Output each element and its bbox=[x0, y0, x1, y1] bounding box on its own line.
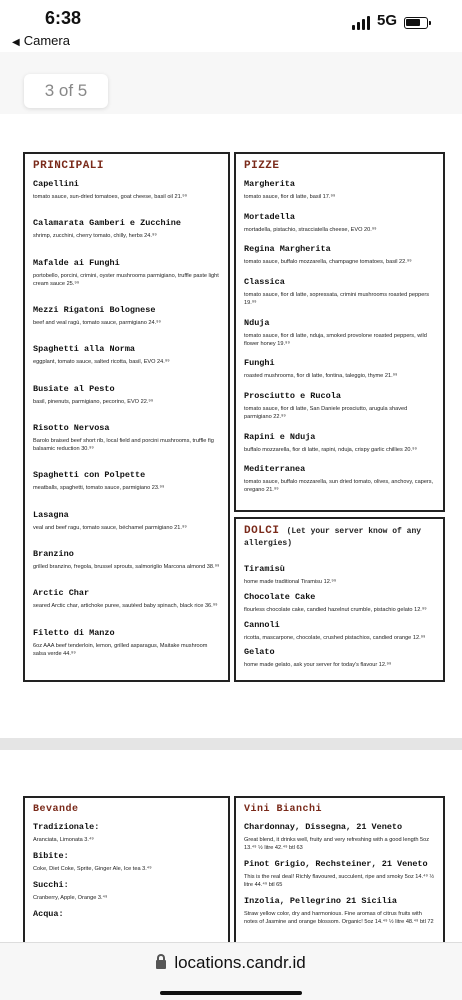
menu-item-name: Busiate al Pesto bbox=[33, 383, 115, 394]
menu-item bbox=[244, 463, 435, 494]
page-gap bbox=[0, 750, 462, 795]
menu-item-name: Bibite: bbox=[33, 851, 69, 861]
menu-item-name: Mezzi Rigatoni Bolognese bbox=[33, 304, 156, 315]
browser-address-bar[interactable] bbox=[0, 942, 462, 1000]
menu-item-name: Chardonnay, Dissegna, 21 Veneto bbox=[244, 822, 403, 832]
section-title: Vini Bianchi bbox=[244, 804, 323, 815]
menu-item-name: Nduja bbox=[244, 317, 270, 328]
menu-item bbox=[33, 587, 220, 610]
menu-item bbox=[33, 850, 220, 873]
home-indicator[interactable] bbox=[160, 991, 302, 995]
menu-item bbox=[33, 908, 220, 920]
menu-item-name: Spaghetti con Polpette bbox=[33, 470, 146, 481]
menu-item-name: Regina Margherita bbox=[244, 244, 331, 255]
menu-item-description: Great blend, it drinks well, fruity and very refreshing with a good length 5oz 13.⁴⁹ ½ litre 42.⁴⁹ btl 63 bbox=[244, 837, 430, 851]
menu-item-description: Coke, Diet Coke, Sprite, Ginger Ale, Ice tea 3.⁴⁹ bbox=[33, 866, 152, 872]
menu-item-description: mortadella, pistachio, stracciatella cheese, EVO 20.⁹⁹ bbox=[244, 226, 377, 233]
dolci-section bbox=[234, 517, 445, 682]
battery-icon bbox=[404, 17, 428, 29]
network-type: 5G bbox=[377, 12, 398, 29]
menu-item bbox=[33, 178, 220, 201]
section-title: Bevande bbox=[33, 804, 79, 815]
back-label: Camera bbox=[23, 33, 70, 48]
menu-item-description: tomato sauce, buffalo mozzarella, champagne tomatoes, basil 22.⁹⁹ bbox=[244, 259, 412, 266]
menu-item-description: tomato sauce, buffalo mozzarella, sun dried tomato, olives, anchovy, capers, oregano 21.⁹⁹ bbox=[244, 479, 434, 494]
menu-item bbox=[244, 646, 435, 669]
menu-item-description: tomato sauce, fior di latte, San Daniele prosciutto, arugula shaved parmigiano 22.⁹⁹ bbox=[244, 405, 408, 420]
menu-item-name: Chocolate Cake bbox=[244, 591, 316, 602]
menu-item bbox=[33, 304, 220, 327]
clock: 6:38 bbox=[45, 8, 82, 28]
menu-item-name: Rapini e Nduja bbox=[244, 431, 316, 442]
menu-item bbox=[244, 895, 435, 926]
menu-item bbox=[244, 619, 435, 642]
page-counter: 3 of 5 bbox=[24, 74, 108, 108]
page-divider bbox=[0, 738, 462, 750]
menu-item bbox=[244, 178, 435, 201]
menu-item bbox=[33, 343, 220, 366]
menu-item-description: portobello, porcini, crimini, oyster mushrooms parmigiano, truffle paste light cream sauce 25.⁹⁹ bbox=[33, 272, 219, 287]
menu-item-name: Margherita bbox=[244, 179, 296, 189]
menu-item-description: 6oz AAA beef tenderloin, lemon, grilled asparagus, Maitake mushroom salsa verde 44.⁹⁹ bbox=[33, 642, 208, 657]
section-title: PIZZE bbox=[244, 160, 280, 172]
menu-item-description: meatballs, spaghetti, tomato sauce, parmigiano 23.⁹⁹ bbox=[33, 485, 165, 492]
section-title bbox=[244, 525, 435, 549]
menu-item-name: Mafalde ai Funghi bbox=[33, 257, 120, 268]
menu-item-description: home made gelato, ask your server for today's flavour 12.⁹⁹ bbox=[244, 662, 392, 669]
menu-item-name: Lasagna bbox=[33, 509, 69, 520]
back-to-camera-link[interactable] bbox=[12, 33, 70, 48]
menu-item-description: buffalo mozzarella, fior di latte, rapini, nduja, crispy garlic chillies 20.⁹⁹ bbox=[244, 446, 417, 453]
menu-item bbox=[244, 276, 435, 307]
menu-item bbox=[244, 858, 435, 889]
menu-item-name: Acqua: bbox=[33, 909, 64, 919]
menu-item-name: Inzolia, Pellegrino 21 Sicilia bbox=[244, 896, 398, 906]
menu-item-name: Classica bbox=[244, 276, 285, 287]
status-bar bbox=[0, 0, 462, 52]
lock-icon bbox=[156, 960, 166, 969]
menu-item-name: Spaghetti alla Norma bbox=[33, 344, 136, 355]
dolci-title: DOLCI bbox=[244, 525, 280, 537]
menu-item-description: shrimp, zucchini, cherry tomato, chilly, herbs 24.⁹⁹ bbox=[33, 233, 157, 240]
menu-item-name: Mediterranea bbox=[244, 464, 306, 475]
menu-item-name: Prosciutto e Rucola bbox=[244, 390, 341, 401]
url-text: locations.candr.id bbox=[174, 953, 306, 972]
menu-item-description: tomato sauce, sun-dried tomatoes, goat cheese, basil oil 21.⁹⁹ bbox=[33, 194, 188, 200]
menu-item bbox=[33, 509, 220, 532]
menu-item bbox=[244, 390, 435, 421]
menu-item bbox=[244, 211, 435, 234]
bevande-section bbox=[23, 796, 230, 946]
menu-item bbox=[33, 422, 220, 453]
menu-item-name: Mortadella bbox=[244, 211, 296, 222]
menu-item-name: Funghi bbox=[244, 358, 275, 369]
menu-item bbox=[33, 879, 220, 902]
menu-item bbox=[244, 317, 435, 348]
menu-item-name: Tradizionale: bbox=[33, 822, 100, 832]
menu-item-description: tomato sauce, fior di latte, sopressata, crimini mushrooms roasted peppers 19.⁹⁹ bbox=[244, 291, 429, 306]
menu-item bbox=[244, 243, 435, 266]
menu-item-description: home made traditional Tiramisu 12.⁹⁹ bbox=[244, 579, 337, 585]
menu-item bbox=[244, 357, 435, 380]
menu-item bbox=[33, 257, 220, 288]
menu-item-name: Branzino bbox=[33, 548, 74, 559]
menu-item-description: seared Arctic char, artichoke puree, sautéed baby spinach, black rice 36.⁹⁹ bbox=[33, 603, 218, 610]
menu-item-name: Gelato bbox=[244, 647, 275, 658]
menu-item-name: Calamarata Gamberi e Zucchine bbox=[33, 218, 181, 229]
vini-bianchi-section bbox=[234, 796, 445, 946]
menu-item-name: Risotto Nervosa bbox=[33, 422, 110, 433]
section-title: PRINCIPALI bbox=[33, 160, 105, 172]
menu-item-description: eggplant, tomato sauce, salted ricotta, basil, EVO 24.⁹⁹ bbox=[33, 359, 170, 366]
menu-item-description: beef and veal ragù, tomato sauce, parmigiano 24.⁹⁹ bbox=[33, 319, 161, 326]
menu-item-description: grilled branzino, fregola, brussel sprouts, salmoriglio Marcona almond 38.⁹⁹ bbox=[33, 563, 220, 570]
menu-item bbox=[244, 591, 435, 614]
menu-item bbox=[244, 821, 435, 852]
menu-item bbox=[33, 383, 220, 406]
menu-item-name: Arctic Char bbox=[33, 588, 90, 599]
menu-item-description: roasted mushrooms, fior di latte, fontina, taleggio, thyme 21.⁹⁹ bbox=[244, 373, 398, 380]
principali-section bbox=[23, 152, 230, 682]
signal-icon bbox=[352, 16, 372, 30]
menu-item bbox=[33, 469, 220, 492]
menu-item bbox=[33, 627, 220, 658]
menu-item-description: ricotta, mascarpone, chocolate, crushed pistachios, candied orange 12.⁹⁹ bbox=[244, 634, 426, 641]
menu-item-description: Aranciata, Limonata 3.⁴⁹ bbox=[33, 837, 94, 843]
menu-item-name: Pinot Grigio, Rechsteiner, 21 Veneto bbox=[244, 859, 428, 869]
menu-item-description: veal and beef ragu, tomato sauce, béchamel parmigiano 21.⁹⁹ bbox=[33, 524, 187, 531]
menu-item bbox=[244, 563, 435, 586]
pizze-section bbox=[234, 152, 445, 512]
menu-item-description: Barolo braised beef short rib, local field and porcini mushrooms, truffle fig balsamic reduction 30.⁹⁹ bbox=[33, 437, 214, 452]
menu-item bbox=[33, 217, 220, 240]
menu-item-description: flourless chocolate cake, candied hazelnut crumble, pistachio gelato 12.⁹⁹ bbox=[244, 606, 427, 613]
menu-item-description: Straw yellow color, dry and harmonious. Fine aromas of citrus fruits with notes of Jasmine and orange blossom. Organic! 5oz 14.⁴⁹ ½ litre 48.⁴⁹ btl 72 bbox=[244, 911, 434, 925]
menu-item-description: This is the real deal! Richly flavoured, succulent, ripe and smoky 5oz 14.⁴⁹ ½ litre 44.⁴⁹ btl 65 bbox=[244, 874, 435, 888]
menu-item-name: Filetto di Manzo bbox=[33, 627, 115, 638]
menu-item bbox=[244, 431, 435, 454]
menu-item-description: Cranberry, Apple, Orange 3.⁴⁹ bbox=[33, 895, 108, 901]
menu-item-name: Succhi: bbox=[33, 880, 69, 890]
menu-item bbox=[33, 548, 220, 571]
menu-item-description: basil, pinenuts, parmigiano, pecorino, EVO 22.⁹⁹ bbox=[33, 398, 154, 405]
menu-item-description: tomato sauce, fior di latte, nduja, smoked provolone roasted peppers, wild flower honey 19.⁹⁹ bbox=[244, 332, 427, 347]
allergy-note: (Let your server know of any allergies) bbox=[244, 527, 422, 548]
url-display[interactable] bbox=[0, 953, 462, 973]
menu-item-name: Capellini bbox=[33, 179, 79, 189]
back-triangle-icon: ◀ bbox=[12, 37, 20, 48]
menu-item-description: tomato sauce, fior di latte, basil 17.⁹⁹ bbox=[244, 194, 336, 200]
menu-item bbox=[33, 821, 220, 844]
menu-item-name: Tiramisù bbox=[244, 564, 285, 574]
menu-item-name: Cannoli bbox=[244, 619, 280, 630]
